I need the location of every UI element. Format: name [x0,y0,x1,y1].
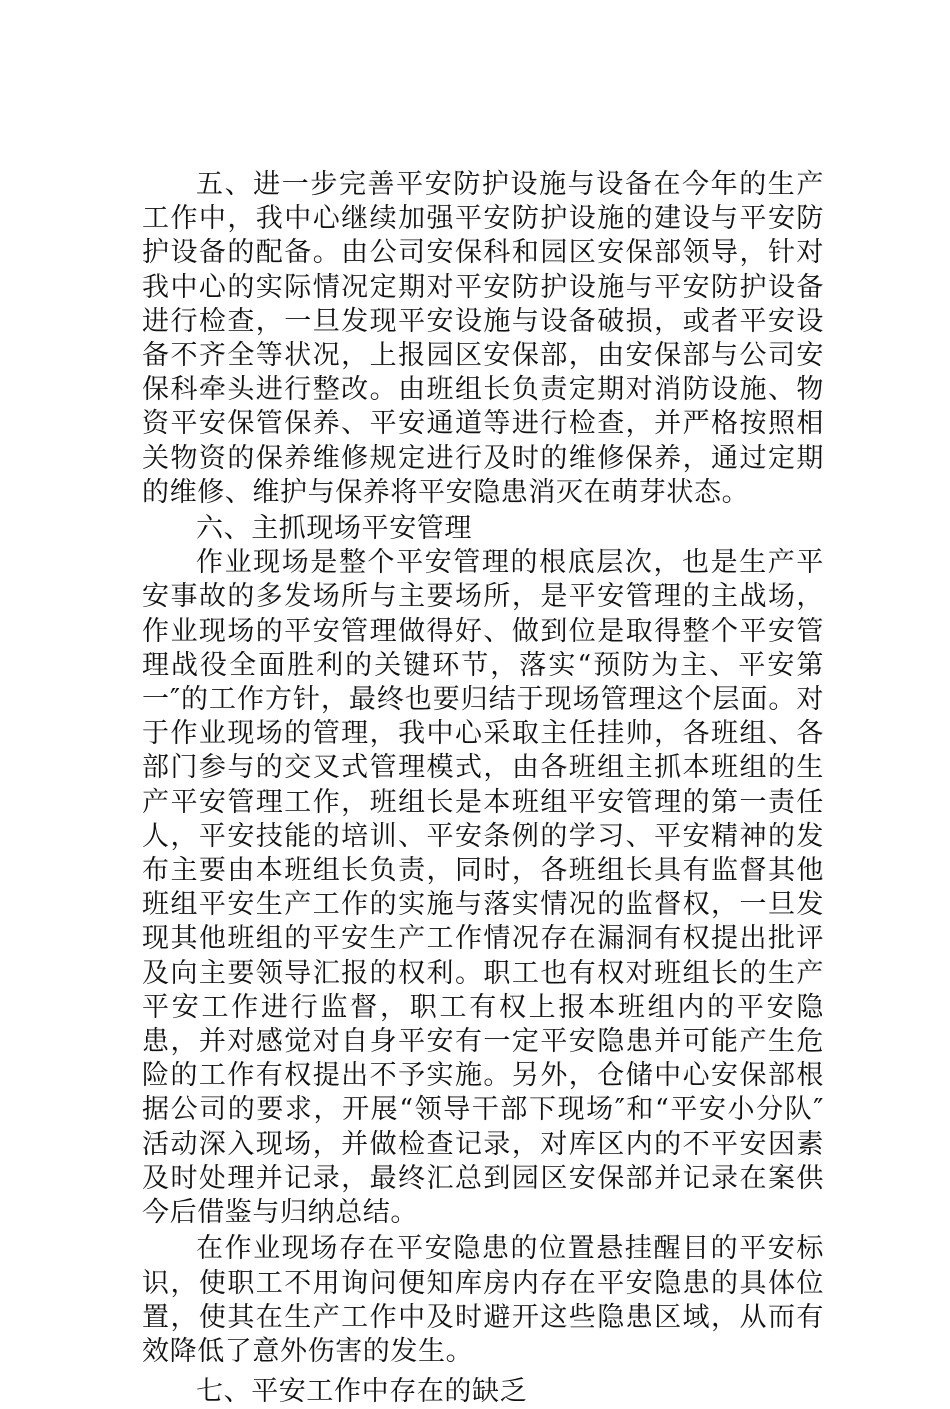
document-page [142,168,824,1409]
section-6-paragraph-1: 作业现场是整个平安管理的根底层次，也是生产平安事故的多发场所与主要场所，是平安管理的主战场，作业现场的平安管理做得好、做到位是取得整个平安管理战役全面胜利的关键环节，落实“预防为主、平安第一″的工作方针，最终也要归结于现场管理这个层面。对于作业现场的管理，我中心采取主任挂帅，各班组、各部门参与的交叉式管理模式，由各班组主抓本班组的生产平安管理工作，班组长是本班组平安管理的第一责任人，平安技能的培训、平安条例的学习、平安精神的发布主要由本班组长负责，同时，各班组长具有监督其他班组平安生产工作的实施与落实情况的监督权，一旦发现其他班组的平安生产工作情况存在漏洞有权提出批评及向主要领导汇报的权利。职工也有权对班组长的生产平安工作进行监督，职工有权上报本班组内的平安隐患，并对感觉对自身平安有一定平安隐患并可能产生危险的工作有权提出不予实施。另外，仓储中心安保部根据公司的要求，开展“领导干部下现场″和“平安小分队″活动深入现场，并做检查记录，对库区内的不平安因素及时处理并记录，最终汇总到园区安保部并记录在案供今后借鉴与归纳总结。 [142,547,824,1229]
section-5-paragraph: 五、进一步完善平安防护设施与设备在今年的生产工作中，我中心继续加强平安防护设施的建设与平安防护设备的配备。由公司安保科和园区安保部领导，针对我中心的实际情况定期对平安防护设施与平安防护设备进行检查，一旦发现平安设施与设备破损，或者平安设备不齐全等状况，上报园区安保部，由安保部与公司安保科牵头进行整改。由班组长负责定期对消防设施、物资平安保管保养、平安通道等进行检查，并严格按照相关物资的保养维修规定进行及时的维修保养，通过定期的维修、维护与保养将平安隐患消灭在萌芽状态。 [142,169,824,508]
section-6-paragraph-2: 在作业现场存在平安隐患的位置悬挂醒目的平安标识，使职工不用询问便知库房内存在平安隐患的具体位置，使其在生产工作中及时避开这些隐患区域，从而有效降低了意外伤害的发生。 [142,1233,824,1367]
section-7-heading: 七、平安工作中存在的缺乏 [196,1376,528,1408]
section-6-heading: 六、主抓现场平安管理 [196,513,472,545]
